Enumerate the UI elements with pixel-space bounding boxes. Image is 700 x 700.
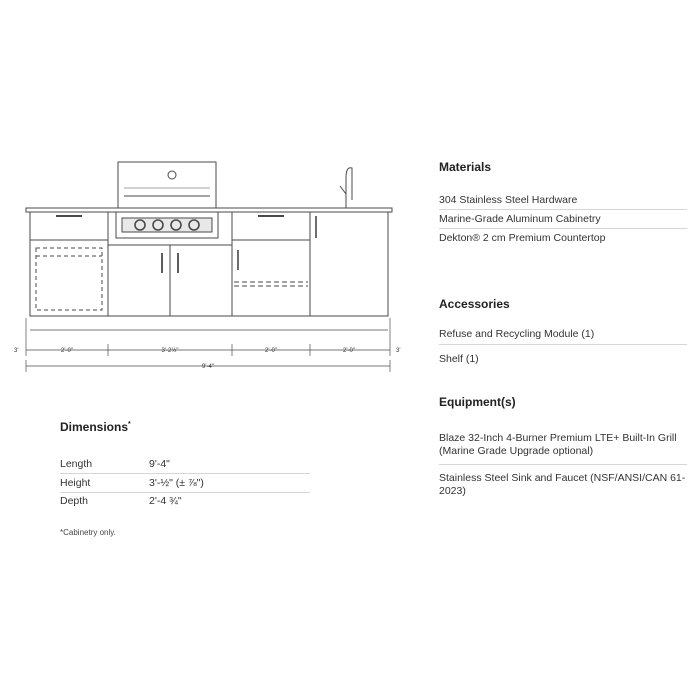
dimension-label: Height <box>60 477 91 489</box>
divider <box>439 344 687 345</box>
drawer-cabinet <box>232 212 310 316</box>
divider <box>439 228 687 229</box>
countertop <box>26 208 392 212</box>
dim-segment-1: 2'-0" <box>61 348 73 354</box>
refuse-cabinet <box>30 212 108 316</box>
grill <box>116 162 218 238</box>
dimensions-footnote: *Cabinetry only. <box>60 528 116 537</box>
materials-item-3: Dekton® 2 cm Premium Countertop <box>439 232 606 244</box>
dimension-label: Length <box>60 458 93 470</box>
materials-item-2: Marine-Grade Aluminum Cabinetry <box>439 213 601 225</box>
dim-segment-3: 2'-0" <box>265 348 277 354</box>
sink-cabinet <box>310 212 388 316</box>
accessories-item-2: Shelf (1) <box>439 353 479 365</box>
dimension-label: Depth <box>60 495 89 507</box>
dimension-row <box>60 475 310 493</box>
materials-item-1: 304 Stainless Steel Hardware <box>439 194 578 206</box>
dimensions-title <box>60 420 131 434</box>
equipment-item-1: Blaze 32-Inch 4-Burner Premium LTE+ Built-In Grill (Marine Grade Upgrade optional) <box>439 432 677 457</box>
dimensions-title-text: Dimensions <box>60 420 129 434</box>
materials-title: Materials <box>439 160 492 174</box>
dimensions-title-mark: * <box>128 421 131 428</box>
accessories-item-1: Refuse and Recycling Module (1) <box>439 328 595 340</box>
accessories-title: Accessories <box>439 297 510 311</box>
faucet <box>340 168 352 208</box>
dim-segment-2: 3'-2½" <box>161 348 179 354</box>
dimension-value: 3'-½" (± ⅞") <box>149 477 204 489</box>
dim-segment-4: 2'-0" <box>343 348 355 354</box>
dimension-row <box>60 493 310 511</box>
dim-total: 9'-4" <box>202 364 214 370</box>
divider <box>439 209 687 210</box>
equipment-item-2: Stainless Steel Sink and Faucet (NSF/ANSI/CAN 61-2023) <box>439 472 686 497</box>
divider <box>439 464 687 465</box>
dim-side-left: 3' <box>14 348 19 354</box>
dimension-value: 2'-4 ¾" <box>149 495 182 507</box>
dimension-row <box>60 456 310 474</box>
equipment-title: Equipment(s) <box>439 395 516 409</box>
dim-side-right: 3' <box>396 348 401 354</box>
dimension-value: 9'-4" <box>149 458 170 470</box>
